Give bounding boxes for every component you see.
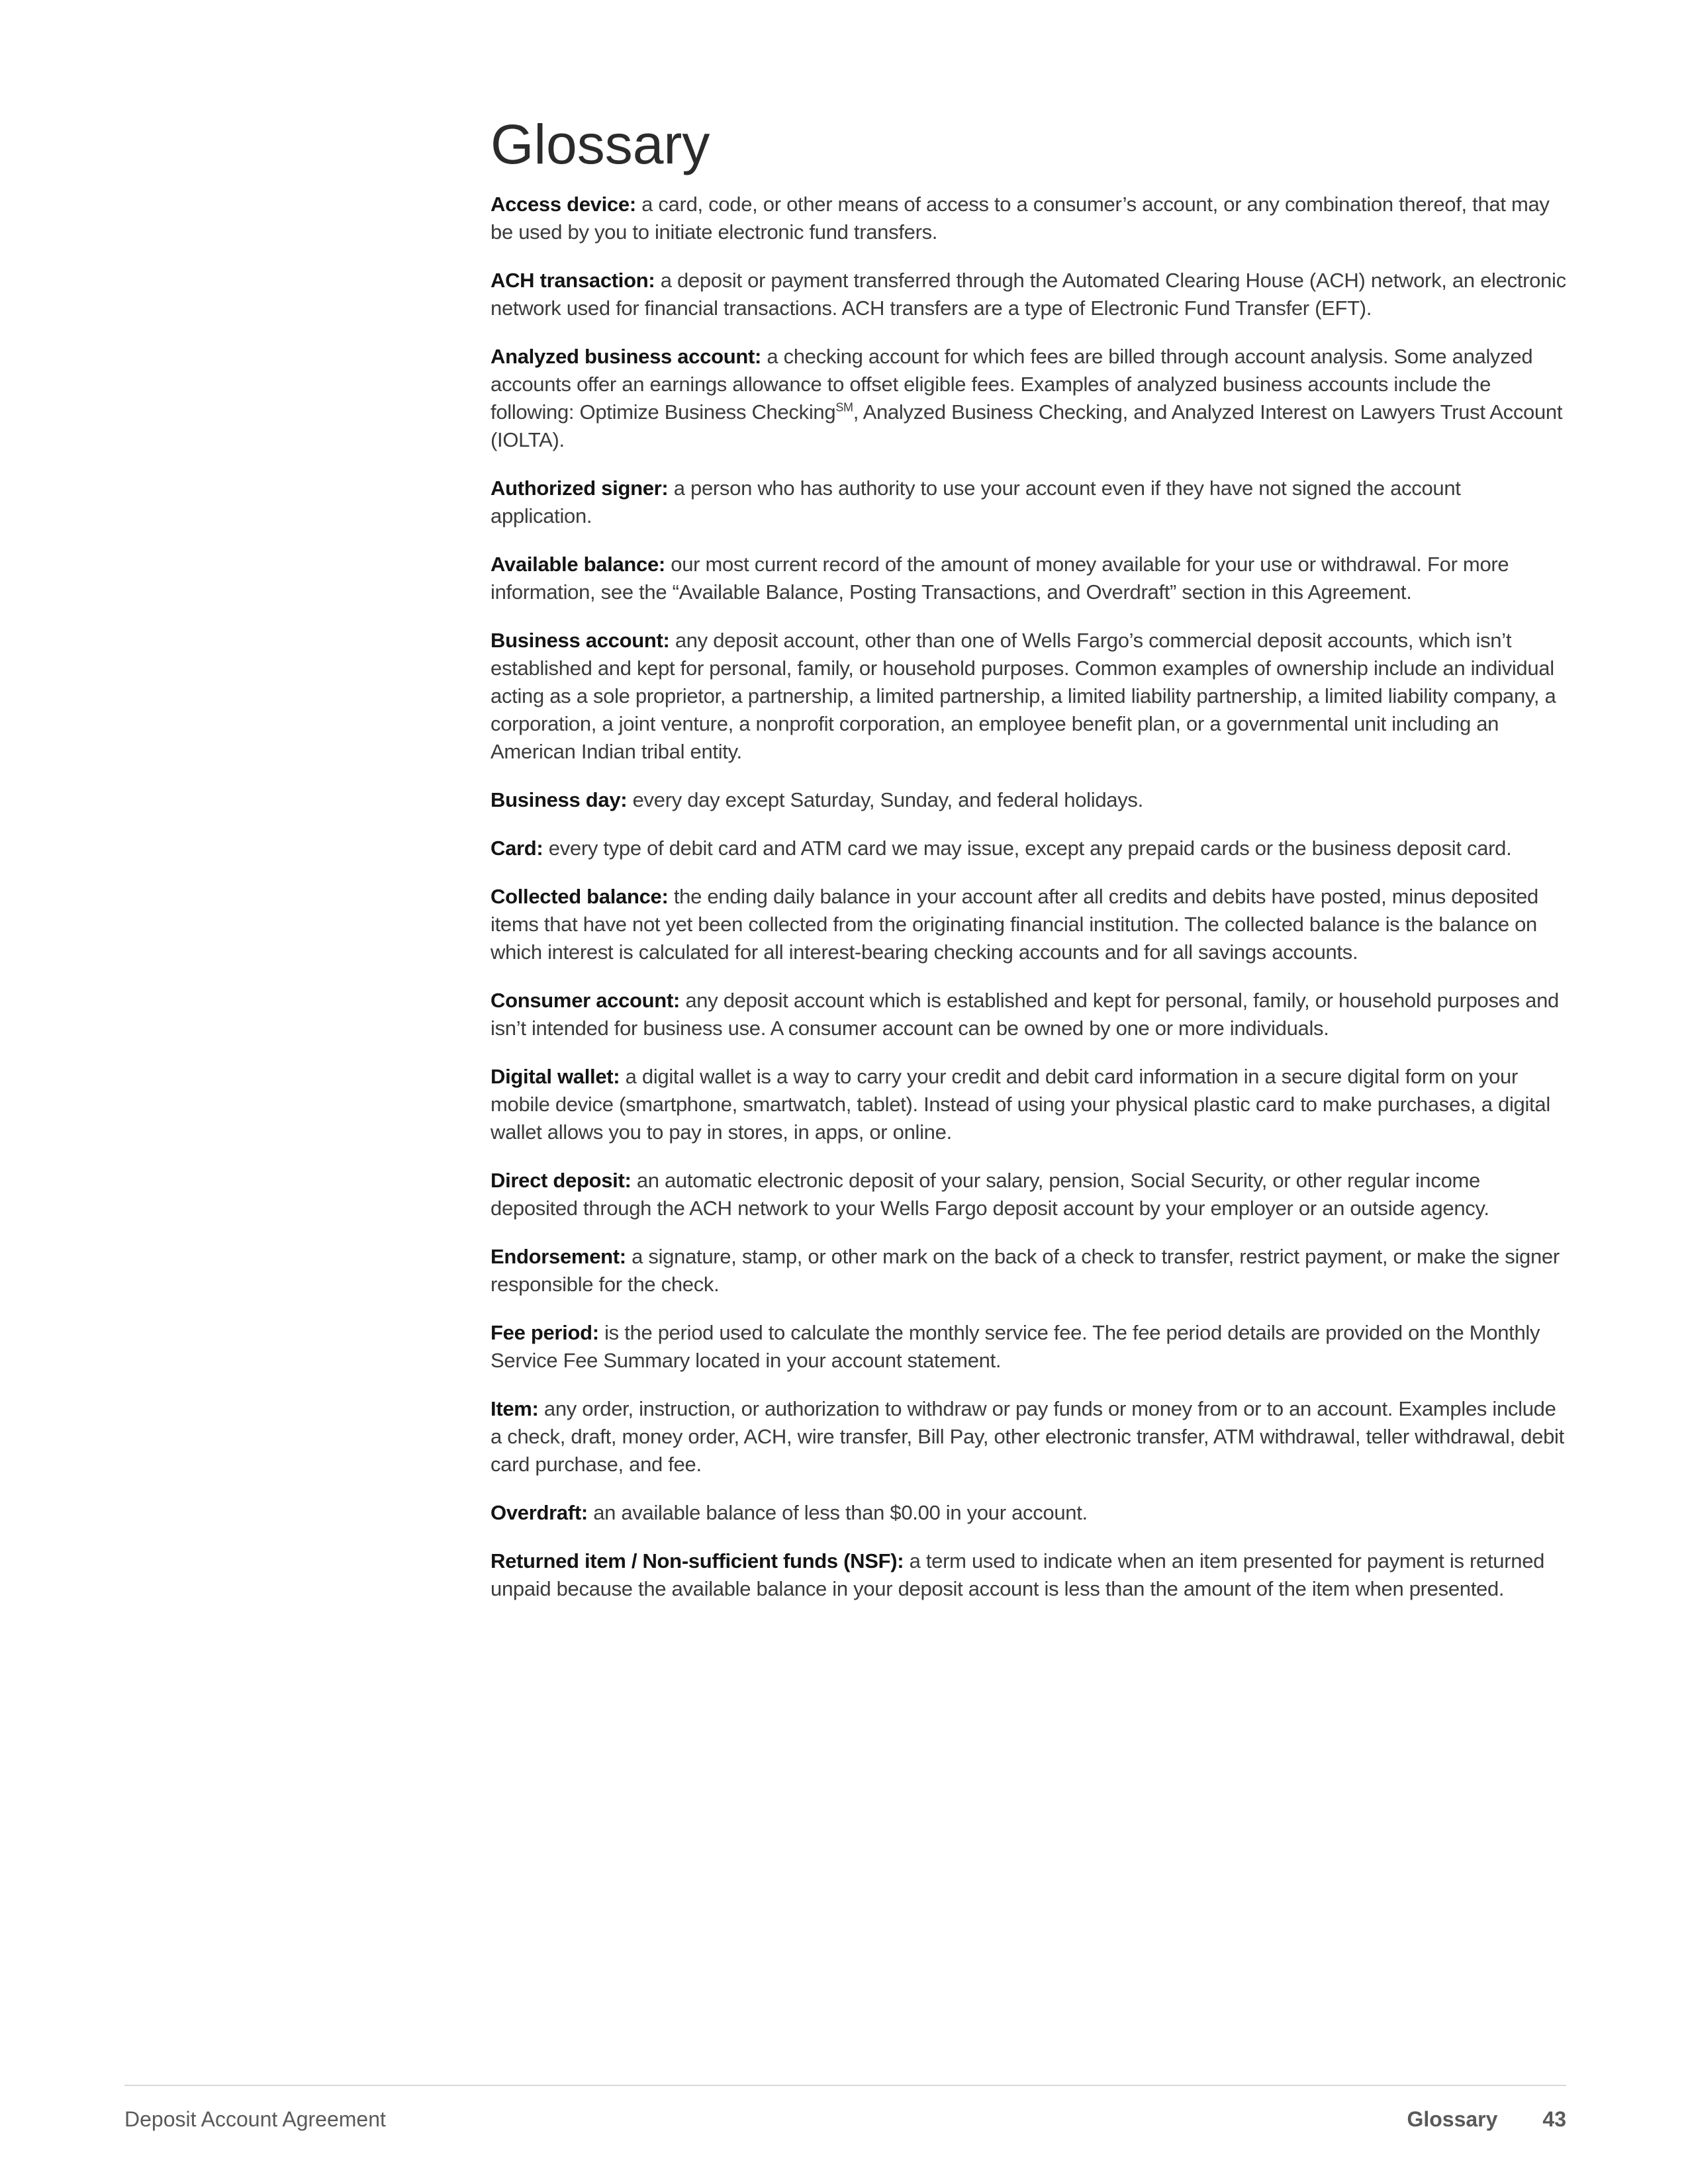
footer-divider [124,2085,1566,2086]
glossary-term: Returned item / Non-sufficient funds (NSF): [491,1549,904,1572]
glossary-definition-continued: , Analyzed Business Checking, and Analyzed Interest on Lawyers Trust Account (IOLTA). [491,400,1563,451]
glossary-definition: an available balance of less than $0.00 in your account. [587,1501,1088,1524]
glossary-term: Collected balance: [491,885,669,908]
glossary-entry-direct-deposit [491,1167,1566,1222]
glossary-entry-authorized-signer [491,475,1566,530]
glossary-term: Digital wallet: [491,1065,620,1088]
glossary-definition: any order, instruction, or authorization to withdraw or pay funds or money from or to an account. Examples include a check, draft, money order, ACH, wire transfer, Bill Pay, other electronic transfer, ATM withdrawal, teller withdrawal, debit card purchase, and fee. [491,1397,1564,1476]
page-title: Glossary [491,113,710,175]
glossary-definition: any deposit account which is established and kept for personal, family, or household purposes and isn’t intended for business use. A consumer account can be owned by one or more individuals. [491,989,1559,1040]
glossary-term: ACH transaction: [491,269,655,292]
glossary-term: Available balance: [491,553,665,576]
glossary-entry-access-device [491,191,1566,246]
glossary-definition: a signature, stamp, or other mark on the back of a check to transfer, restrict payment, or make the signer responsible for the check. [491,1245,1560,1296]
glossary-definition: is the period used to calculate the monthly service fee. The fee period details are provided on the Monthly Service Fee Summary located in your account statement. [491,1321,1540,1372]
glossary-definition: an automatic electronic deposit of your salary, pension, Social Security, or other regular income deposited through the ACH network to your Wells Fargo deposit account by your employer or an outside agency. [491,1169,1489,1220]
glossary-entry-item [491,1395,1566,1479]
glossary-term: Analyzed business account: [491,345,762,368]
glossary-entry-returned-item-nsf [491,1547,1566,1603]
footer-section-name: Glossary [1407,2107,1498,2131]
glossary-entry-endorsement [491,1243,1566,1298]
glossary-entry-fee-period [491,1319,1566,1375]
glossary-definition: a card, code, or other means of access to a consumer’s account, or any combination thereof, that may be used by you to initiate electronic fund transfers. [491,193,1550,244]
glossary-definition: a checking account for which fees are billed through account analysis. Some analyzed accounts offer an earnings allowance to offset eligible fees. Examples of analyzed business accounts include the following: Optimize Business Checking [491,345,1533,424]
glossary-term: Fee period: [491,1321,599,1344]
glossary-term: Access device: [491,193,636,216]
page-number: 43 [1542,2107,1566,2131]
glossary-term: Authorized signer: [491,477,669,500]
glossary-definition: a deposit or payment transferred through the Automated Clearing House (ACH) network, an electronic network used for financial transactions. ACH transfers are a type of Electronic Fund Transfer (EFT). [491,269,1566,320]
glossary-definition: every type of debit card and ATM card we may issue, except any prepaid cards or the business deposit card. [543,837,1512,860]
glossary-definition: a digital wallet is a way to carry your credit and debit card information in a secure digital form on your mobile device (smartphone, smartwatch, tablet). Instead of using your physical plastic card to make purchases, a digital wallet allows you to pay in stores, in apps, or online. [491,1065,1550,1144]
footer-document-name: Deposit Account Agreement [124,2107,386,2131]
glossary-entry-ach-transaction [491,267,1566,322]
glossary-entry-business-day [491,786,1566,814]
glossary-term: Card: [491,837,543,860]
glossary-entry-card [491,835,1566,862]
glossary-definition: a person who has authority to use your account even if they have not signed the account application. [491,477,1461,527]
glossary-entry-collected-balance [491,883,1566,966]
glossary-definition: any deposit account, other than one of Wells Fargo’s commercial deposit accounts, which isn’t established and kept for personal, family, or household purposes. Common examples of ownership include an individual acting as a sole proprietor, a partnership, a limited partnership, a limited liability partnership, a limited liability company, a corporation, a joint venture, a nonprofit corporation, an employee benefit plan, or a governmental unit including an American Indian tribal entity. [491,629,1556,763]
glossary-definition: a term used to indicate when an item presented for payment is returned unpaid because the available balance in your deposit account is less than the amount of the item when presented. [491,1549,1545,1600]
glossary-term: Direct deposit: [491,1169,632,1192]
glossary-definition: our most current record of the amount of money available for your use or withdrawal. For more information, see the “Available Balance, Posting Transactions, and Overdraft” section in this Agreement. [491,553,1509,604]
glossary-entry-digital-wallet [491,1063,1566,1146]
glossary-term: Item: [491,1397,539,1420]
glossary-definition: every day except Saturday, Sunday, and federal holidays. [627,788,1143,811]
glossary-term: Business day: [491,788,628,811]
glossary-entry-consumer-account [491,987,1566,1042]
glossary-entry-business-account [491,627,1566,766]
glossary-entry-analyzed-business-account [491,343,1566,454]
glossary-term: Business account: [491,629,670,652]
footer-right-group [1407,2106,1566,2132]
glossary-entry-available-balance [491,551,1566,606]
glossary-term: Consumer account: [491,989,680,1012]
glossary-entry-overdraft [491,1499,1566,1527]
glossary-content [491,111,1566,1623]
glossary-term: Endorsement: [491,1245,626,1268]
service-mark-superscript: SM [835,400,853,414]
glossary-term: Overdraft: [491,1501,588,1524]
glossary-definition: the ending daily balance in your account after all credits and debits have posted, minus deposited items that have not yet been collected from the originating financial institution. The collected balance is the balance on which interest is calculated for all interest-bearing checking accounts and for all savings accounts. [491,885,1539,964]
